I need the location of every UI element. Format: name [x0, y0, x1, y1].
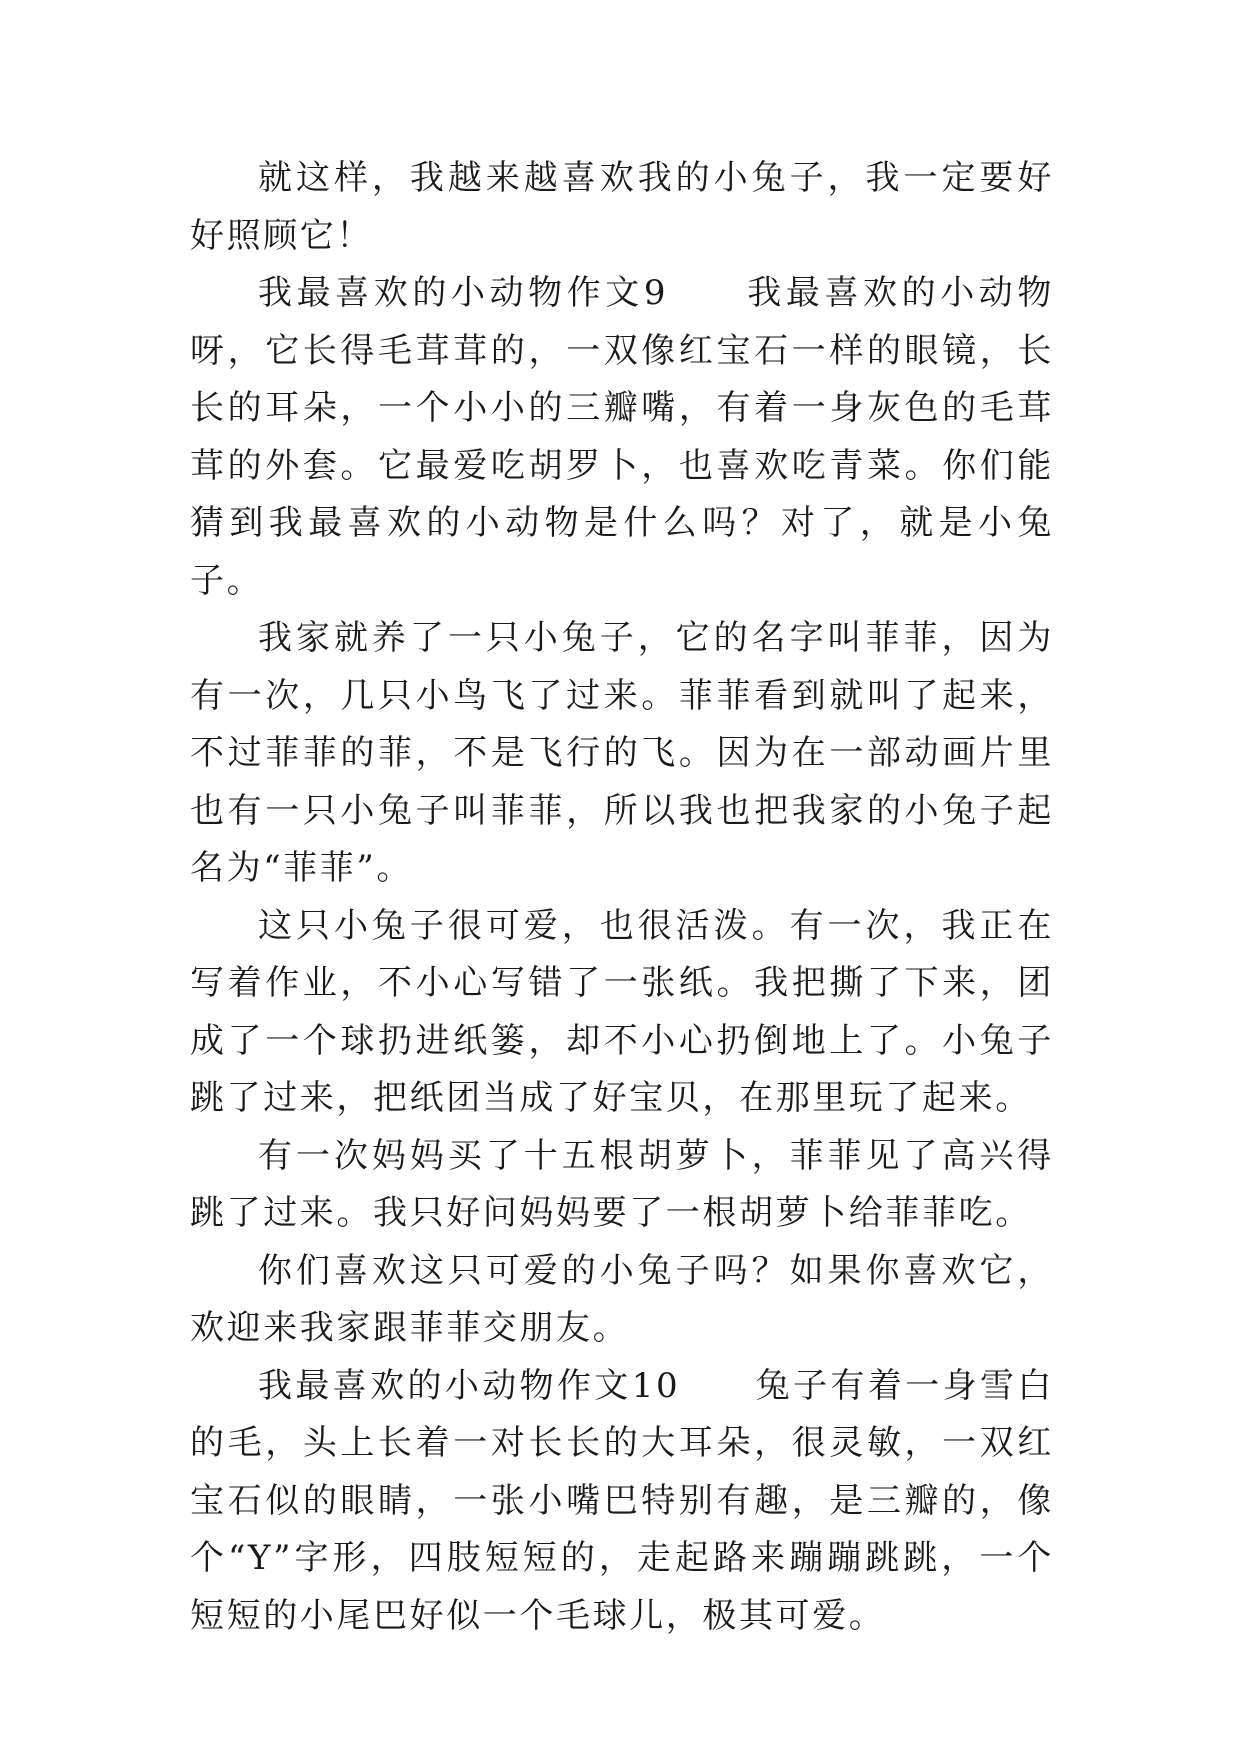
paragraph: 你们喜欢这只可爱的小兔子吗？如果你喜欢它，欢迎来我家跟菲菲交朋友。	[190, 1250, 1054, 1348]
paragraph: 我家就养了一只小兔子，它的名字叫菲菲，因为有一次，几只小鸟飞了过来。菲菲看到就叫了起来，不过菲菲的菲，不是飞行的飞。因为在一部动画片里也有一只小兔子叫菲菲，所以我也把我家的小兔子起名为“菲菲”。	[190, 618, 1054, 888]
paragraph: 这只小兔子很可爱，也很活泼。有一次，我正在写着作业，不小心写错了一张纸。我把撕了下来，团成了一个球扔进纸篓，却不小心扔倒地上了。小兔子跳了过来，把纸团当成了好宝贝，在那里玩了起来。	[190, 905, 1054, 1118]
paragraph: 我最喜欢的小动物作文10 兔子有着一身雪白的毛，头上长着一对长长的大耳朵，很灵敏，一双红宝石似的眼睛，一张小嘴巴特别有趣，是三瓣的，像个“Y”字形，四肢短短的，走起路来蹦蹦跳跳，一个短短的小尾巴好似一个毛球儿，极其可爱。	[190, 1365, 1054, 1636]
paragraph: 有一次妈妈买了十五根胡萝卜，菲菲见了高兴得跳了过来。我只好问妈妈要了一根胡萝卜给菲菲吃。	[190, 1135, 1054, 1233]
paragraph: 就这样，我越来越喜欢我的小兔子，我一定要好好照顾它！	[190, 158, 1054, 256]
paragraph: 我最喜欢的小动物作文9 我最喜欢的小动物呀，它长得毛茸茸的，一双像红宝石一样的眼镜，长长的耳朵，一个小小的三瓣嘴，有着一身灰色的毛茸茸的外套。它最爱吃胡罗卜，也喜欢吃青菜。你们能猜到我最喜欢的小动物是什么吗？对了，就是小兔子。	[190, 273, 1054, 601]
document-body	[190, 150, 1054, 1645]
